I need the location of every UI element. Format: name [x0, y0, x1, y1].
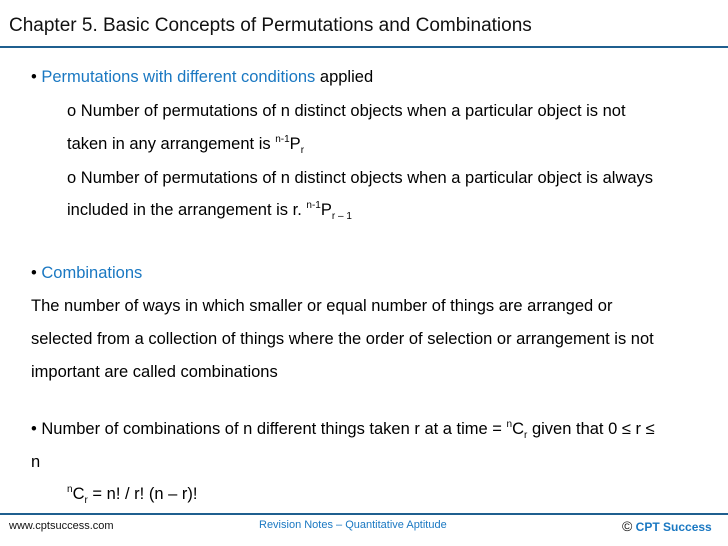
item2-line2	[67, 200, 352, 220]
item2-text-2: included in the arrangement is r.	[67, 201, 302, 219]
formula-sup: n-1	[275, 134, 290, 145]
item1-text-2: taken in any arrangement is	[67, 135, 271, 153]
formula-base: C	[512, 420, 525, 438]
ncr-formula	[67, 484, 197, 504]
combinations-para-3: important are called combinations	[31, 363, 278, 381]
combinations-para-2: selected from a collection of things where the order of selection or arrangement is not	[31, 330, 654, 348]
permutations-heading-line	[31, 67, 373, 87]
copyright-icon: ©	[622, 518, 633, 534]
formula-sub: r	[300, 145, 305, 156]
item-marker: o	[67, 169, 77, 187]
page-title: Chapter 5. Basic Concepts of Permutations and Combinations	[9, 15, 532, 36]
item1-formula	[275, 134, 305, 156]
formula-sub: r	[84, 495, 88, 506]
ncr-inline	[506, 419, 528, 441]
item2-formula	[306, 200, 352, 222]
formula-rest: = n! / r! (n – r)!	[92, 485, 198, 503]
combinations-heading: Combinations	[41, 264, 143, 282]
formula-base: C	[72, 485, 85, 503]
item1-line2	[67, 134, 304, 154]
item1-line1	[67, 101, 626, 121]
combinations-count-line-2: n	[31, 453, 41, 471]
formula-base: P	[320, 201, 332, 219]
combinations-count-text: Number of combinations of n different things taken r at a time =	[41, 420, 502, 438]
formula-sup: n	[67, 484, 73, 495]
bullet: •	[31, 420, 37, 438]
combinations-heading-line	[31, 263, 142, 283]
formula-sup: n	[506, 419, 513, 430]
bullet: •	[31, 68, 37, 86]
permutations-heading: Permutations with different conditions	[41, 68, 316, 86]
combinations-count-line	[31, 419, 655, 439]
formula-sup: n-1	[306, 200, 321, 211]
footer-center-title: Revision Notes – Quantitative Aptitude	[259, 519, 447, 531]
header-rule	[0, 46, 728, 48]
footer-rule	[0, 513, 728, 515]
item2-text: Number of permutations of n distinct objects when a particular object is always	[80, 169, 654, 187]
combinations-para-1: The number of ways in which smaller or equal number of things are arranged or	[31, 297, 613, 315]
brand-name: CPT Success	[635, 520, 712, 534]
item1-text: Number of permutations of n distinct objects when a particular object is not	[80, 102, 626, 120]
item-marker: o	[67, 102, 77, 120]
permutations-heading-tail: applied	[319, 68, 374, 86]
formula-base: P	[289, 135, 301, 153]
formula-sub: r – 1	[331, 211, 352, 222]
footer-website: www.cptsuccess.com	[9, 520, 114, 532]
bullet: •	[31, 264, 37, 282]
formula-sub: r	[524, 430, 528, 441]
footer-brand	[622, 518, 712, 534]
item2-line1	[67, 168, 653, 188]
combinations-condition: given that 0 ≤ r ≤	[531, 420, 655, 438]
